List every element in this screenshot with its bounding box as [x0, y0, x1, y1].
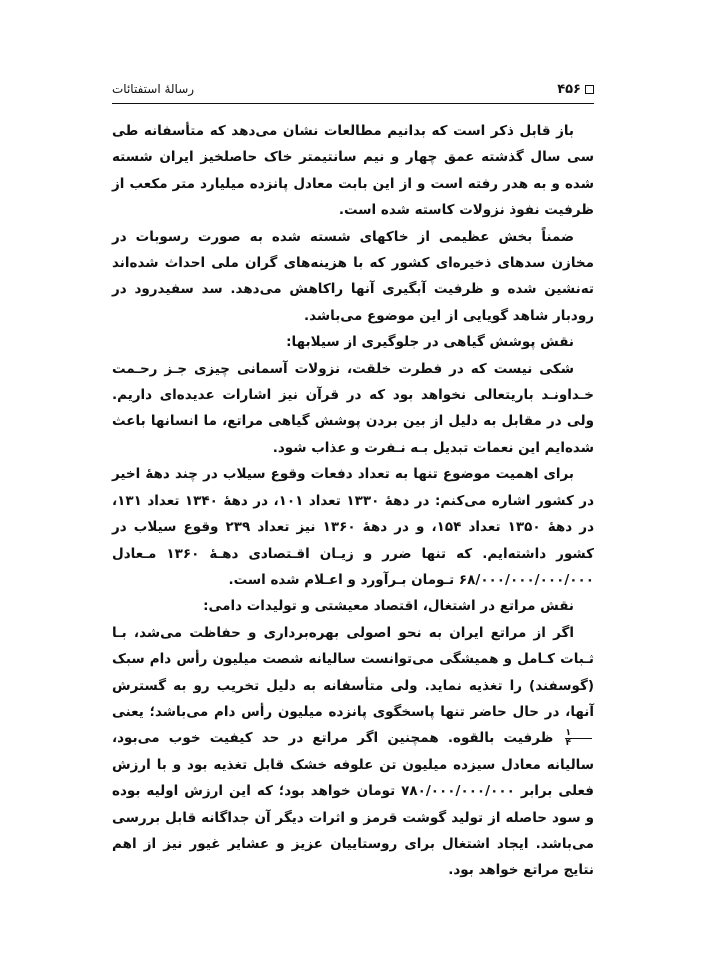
section-heading: نقش پوشش گیاهی در جلوگیری از سیلابها: — [286, 334, 574, 351]
page-body — [112, 118, 594, 884]
header-divider — [112, 103, 594, 104]
paragraph-text: ظرفیت بالقوه. همچنین اگر مراتع در حد کیفیت خوب می‌بود، سالیانه معادل سیزده میلیون تن علوفه خشک قابل تغذیه بود و با ارزش فعلی برابر ۷۸۰/۰۰۰/۰۰۰/۰۰۰ تومان خواهد بود؛ که این ارزش اولیه بوده و سود حاصله از تولید گوشت قرمز و اثرات دیگر آن جداگانه قابل بررسی می‌باشد. ایجاد اشتغال برای روستاییان عزیز و عشایر غیور نیز از اهم نتایج مراتع خواهد بود. — [112, 730, 594, 879]
paragraph: شکی نیست که در فطرت خلقت، نزولات آسمانی چیزی جـز رحـمت خـداونـد باریتعالی نخواهد بود که در قرآن نیز اشارات عدیده‌ای داریم. ولی در مقابل به دلیل از بین بردن پوشش گیاهی مراتع، ما انسانها باعث شده‌ایم این نعمات تبدیل بـه نـفرت و عذاب شود. — [112, 360, 594, 456]
paragraph — [112, 620, 594, 884]
page-number: ۴۵۶ — [557, 81, 581, 97]
fraction-numerator: ۱ — [565, 729, 593, 739]
running-header — [112, 78, 594, 100]
one-quarter-fraction — [565, 729, 593, 748]
running-title: رسالهٔ استفتائات — [112, 82, 195, 96]
fraction-denominator: ۴ — [565, 737, 572, 748]
paragraph-text: اگر از مراتع ایران به نحو اصولی بهره‌برداری و حفاظت می‌شد، بـا ثـبات کـامل و همیشگی می‌توانست سالیانه شصت میلیون رأس دام سبک (گوسفند) را تغذیه نماید. ولی متأسفانه به دلیل تخریب رو به گسترش آنها، در حال حاضر تنها پاسخگوی پانزده میلیون رأس دام می‌باشد؛ یعنی — [112, 624, 594, 720]
paragraph: برای اهمیت موضوع تنها به تعداد دفعات وقوع سیلاب در چند دههٔ اخیر در کشور اشاره می‌کنم: در دههٔ ۱۳۳۰ تعداد ۱۰۱، در دههٔ ۱۳۴۰ تعداد ۱۳۱، در دههٔ ۱۳۵۰ تعداد ۱۵۴، و در دههٔ ۱۳۶۰ نیز تعداد ۲۳۹ وقوع سیلاب در کشور داشته‌ایم. که تنها ضرر و زیـان اقـتصادی دهـهٔ ۱۳۶۰ مـعادل ۶۸/۰۰۰/۰۰۰/۰۰۰/۰۰۰ تـومان بـرآورد و اعـلام شده است. — [112, 466, 595, 588]
page-number-group — [557, 82, 594, 97]
paragraph: باز قابل ذکر است که بدانیم مطالعات نشان می‌دهد که متأسفانه طی سی سال گذشته عمق چهار و نیم سانتیمتر خاک حاصلخیز ایران شسته شده و به هدر رفته است و از این بابت معادل پانزده میلیارد متر مکعب از ظرفیت نفوذ نزولات کاسته شده است. — [112, 123, 594, 219]
section-heading: نقش مراتع در اشتغال، اقتصاد معیشتی و تولیدات دامی: — [203, 598, 574, 615]
square-bullet-icon — [585, 85, 594, 94]
paragraph: ضمناً بخش عظیمی از خاکهای شسته شده به صورت رسوبات در مخازن سدهای ذخیره‌ای کشور که با هزینه‌های گران ملی احداث شده‌اند ته‌نشین شده و ظرفیت آبگیری آنها راکاهش می‌دهد. سد سفیدرود در رودبار شاهد گویایی از این موضوع می‌باشد. — [112, 228, 594, 324]
